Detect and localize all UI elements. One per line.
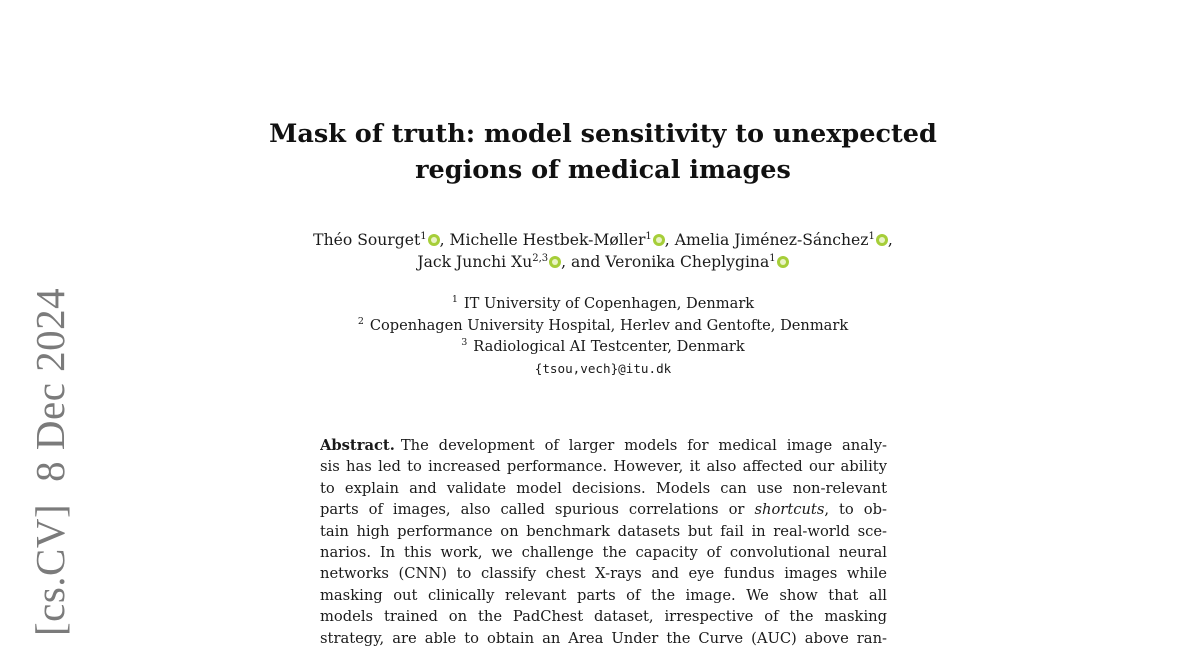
author-name: Amelia Jiménez-Sánchez <box>674 231 869 249</box>
orcid-icon[interactable] <box>549 256 561 268</box>
author-affiliation-mark: 1 <box>645 231 652 242</box>
arxiv-stamp <box>28 288 72 636</box>
abstract-line: parts of images, also called spurious correlations or shortcuts, to ob- <box>320 501 887 519</box>
author-affiliation-mark: 2,3 <box>532 253 549 264</box>
abstract-line: sis has led to increased performance. However, it also affected our ability <box>320 458 887 476</box>
abstract-line: narios. In this work, we challenge the capacity of convolutional neural <box>320 544 887 562</box>
abstract-label: Abstract. <box>320 437 395 454</box>
author-list <box>200 229 1006 273</box>
abstract <box>320 435 887 649</box>
affiliations <box>200 293 1006 379</box>
affiliation-line <box>200 336 1006 358</box>
emphasis-shortcuts: shortcuts <box>754 501 825 519</box>
author-affiliation-mark: 1 <box>420 231 427 242</box>
author-name: Théo Sourget <box>313 231 421 249</box>
affiliation-number: 3 <box>461 337 468 349</box>
author-line-1 <box>200 229 1006 251</box>
orcid-icon[interactable] <box>428 234 440 246</box>
author-affiliation-mark: 1 <box>769 253 776 264</box>
author-affiliation-mark: 1 <box>868 231 875 242</box>
arxiv-date: 8 Dec 2024 <box>27 287 73 482</box>
affiliation-text: Copenhagen University Hospital, Herlev and Gentofte, Denmark <box>369 316 849 334</box>
affiliation-number: 2 <box>357 315 364 327</box>
author-separator: , <box>887 231 893 249</box>
author-name: Michelle Hestbek-Møller <box>449 231 646 249</box>
abstract-line: tain high performance on benchmark datasets but fail in real-world sce- <box>320 522 887 540</box>
abstract-line: models trained on the PadChest dataset, irrespective of the masking <box>320 608 887 626</box>
author-separator: , and <box>561 253 606 271</box>
paper-title <box>200 116 1006 188</box>
author-separator: , <box>664 231 675 249</box>
abstract-line: masking out clinically relevant parts of the image. We show that all <box>320 586 887 604</box>
orcid-icon[interactable] <box>653 234 665 246</box>
affiliation-number: 1 <box>451 294 458 305</box>
contact-email[interactable]: {tsou,vech}@itu.dk <box>534 360 672 376</box>
title-line-1: Mask of truth: model sensitivity to unexpected <box>269 119 937 149</box>
title-line-2: regions of medical images <box>415 155 791 185</box>
abstract-line: strategy, are able to obtain an Area Under the Curve (AUC) above ran- <box>320 629 887 647</box>
author-line-2 <box>200 251 1006 273</box>
orcid-icon[interactable] <box>777 256 789 268</box>
author-name: Veronika Cheplygina <box>605 253 770 271</box>
author-name: Jack Junchi Xu <box>417 253 533 271</box>
abstract-line: networks (CNN) to classify chest X-rays and eye fundus images while <box>320 565 887 583</box>
affiliation-text: Radiological AI Testcenter, Denmark <box>473 338 745 356</box>
arxiv-category: [cs.CV] <box>27 503 73 636</box>
abstract-line: Abstract. The development of larger models for medical image analy- <box>320 437 887 454</box>
affiliation-line <box>200 315 1006 337</box>
affiliation-text: IT University of Copenhagen, Denmark <box>463 295 755 312</box>
orcid-icon[interactable] <box>876 234 888 246</box>
author-separator: , <box>439 231 450 249</box>
affiliation-line <box>200 293 1006 315</box>
abstract-line: to explain and validate model decisions. Models can use non-relevant <box>320 479 887 497</box>
